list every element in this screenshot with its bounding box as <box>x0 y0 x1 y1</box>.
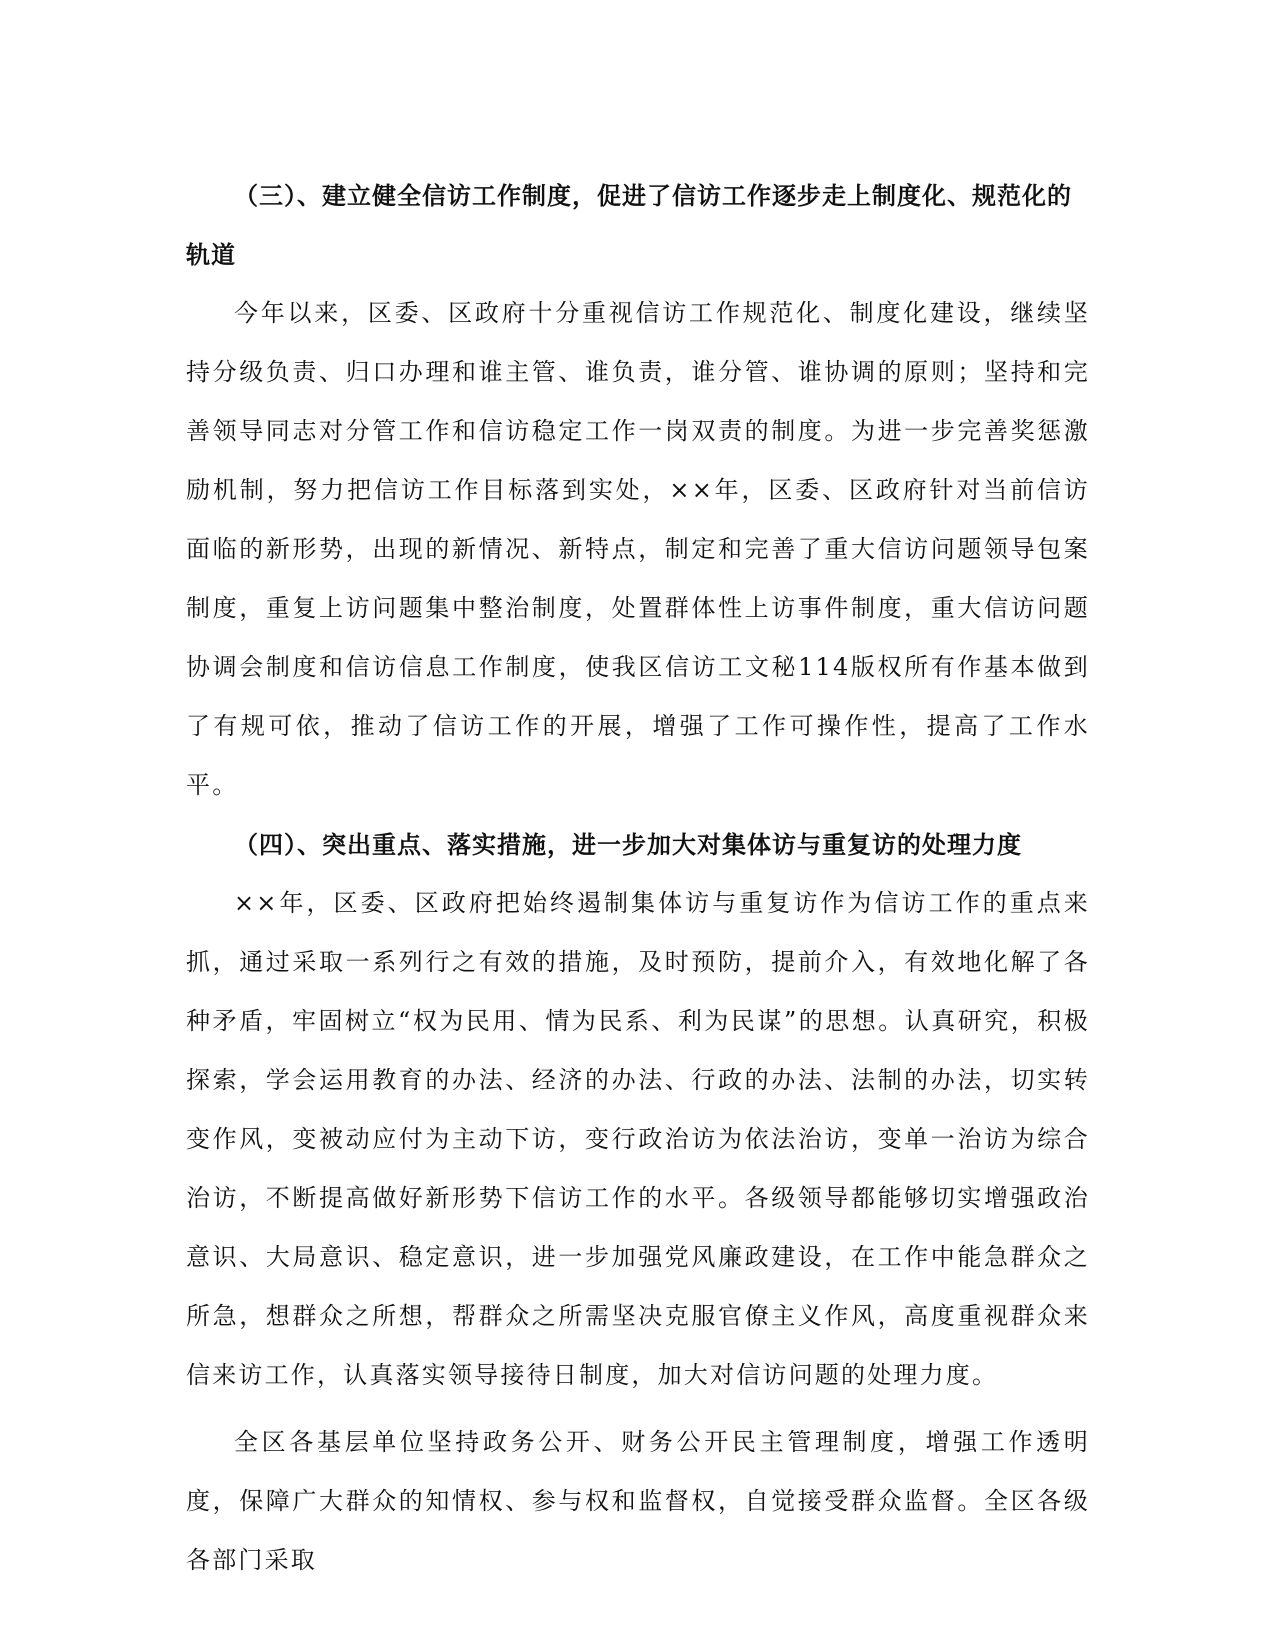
paragraph-1: 今年以来，区委、区政府十分重视信访工作规范化、制度化建设，继续坚持分级负责、归口办理和谁主管、谁负责，谁分管、谁协调的原则；坚持和完善领导同志对分管工作和信访稳定工作一岗双责的制度。为进一步完善奖惩激励机制，努力把信访工作目标落到实处，××年，区委、区政府针对当前信访面临的新形势，出现的新情况、新特点，制定和完善了重大信访问题领导包案制度，重复上访问题集中整治制度，处置群体性上访事件制度，重大信访问题协调会制度和信访信息工作制度，使我区信访工文秘114版权所有作基本做到了有规可依，推动了信访工作的开展，增强了工作可操作性，提高了工作水平。 <box>186 299 1090 799</box>
paragraph-3: 全区各基层单位坚持政务公开、财务公开民主管理制度，增强工作透明度，保障广大群众的知情权、参与权和监督权，自觉接受群众监督。全区各级各部门采取 <box>186 1428 1090 1574</box>
section-heading-3: （三）、建立健全信访工作制度，促进了信访工作逐步走上制度化、规范化的轨道 <box>186 181 1072 269</box>
paragraph-2: ××年，区委、区政府把始终遏制集体访与重复访作为信访工作的重点来抓，通过采取一系列行之有效的措施，及时预防，提前介入，有效地化解了各种矛盾，牢固树立“权为民用、情为民系、利为民谋”的思想。认真研究，积极探索，学会运用教育的办法、经济的办法、行政的办法、法制的办法，切实转变作风，变被动应付为主动下访，变行政治访为依法治访，变单一治访为综合治访，不断提高做好新形势下信访工作的水平。各级领导都能够切实增强政治意识、大局意识、稳定意识，进一步加强党风廉政建设，在工作中能急群众之所急，想群众之所想，帮群众之所需坚决克服官僚主义作风，高度重视群众来信来访工作，认真落实领导接待日制度，加大对信访问题的处理力度。 <box>186 889 1090 1389</box>
section-heading-4: （四）、突出重点、落实措施，进一步加大对集体访与重复访的处理力度 <box>234 830 1022 859</box>
document-body <box>186 166 1090 1590</box>
paragraph-spacer <box>186 1405 1090 1413</box>
